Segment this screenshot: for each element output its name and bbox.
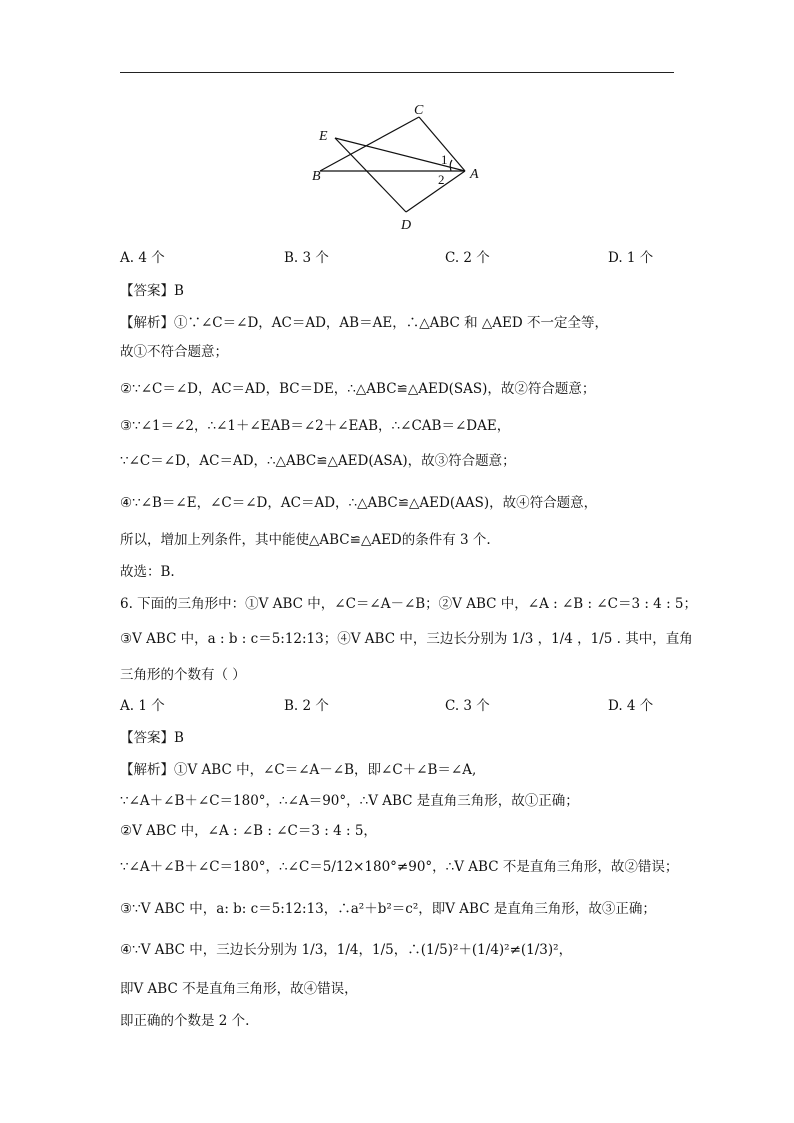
- q5-explanation-line-2: 故①不符合题意；: [120, 344, 228, 360]
- segment-BC: [320, 117, 419, 171]
- q5-option-d: D. 1 个: [608, 250, 654, 266]
- q6-explanation-line-7: 即V ABC 不是直角三角形，故④错误，: [120, 981, 358, 997]
- q5-explanation-line-6: ④∵∠B＝∠E，∠C＝∠D，AC＝AD，∴△ABC≌△AED(AAS)，故④符合题意，: [120, 495, 598, 511]
- q6-explanation-line-1: 【解析】①V ABC 中，∠C＝∠A－∠B，即∠C＋∠B＝∠A,: [120, 762, 477, 778]
- label-angle-1: 1: [441, 152, 448, 167]
- q6-stem-line-3: 三角形的个数有（ ）: [120, 667, 246, 683]
- label-B: B: [312, 169, 321, 184]
- q6-explanation-line-8: 即正确的个数是 2 个.: [120, 1013, 250, 1029]
- q6-answer: 【答案】B: [120, 730, 184, 746]
- q5-explanation-line-4: ③∵∠1＝∠2，∴∠1＋∠EAB＝∠2＋∠EAB，∴∠CAB＝∠DAE，: [120, 418, 511, 434]
- label-D: D: [401, 218, 412, 233]
- segment-AD: [406, 171, 465, 212]
- q6-explanation-line-2: ∵∠A＋∠B＋∠C＝180°，∴∠A＝90°，∴V ABC 是直角三角形，故①正确；: [120, 793, 579, 809]
- q6-stem-line-1: 6. 下面的三角形中：①V ABC 中，∠C＝∠A－∠B；②V ABC 中，∠A : ∠B : ∠C＝3 : 4 : 5；: [120, 596, 697, 612]
- q6-option-b: B. 2 个: [284, 698, 329, 714]
- geometry-figure: [300, 98, 500, 238]
- q6-stem-line-2: ③V ABC 中，a : b : c＝5:12:13；④V ABC 中，三边长分别为 1/3 ，1/4 ，1/5 . 其中，直角: [120, 631, 693, 647]
- q6-explanation-line-3: ②V ABC 中，∠A : ∠B : ∠C＝3 : 4 : 5，: [120, 823, 377, 839]
- segment-ED: [335, 138, 406, 212]
- q5-explanation-line-3: ②∵∠C＝∠D，AC＝AD，BC＝DE，∴△ABC≌△AED(SAS)，故②符合题意；: [120, 381, 596, 397]
- q6-explanation-line-6: ④∵V ABC 中，三边长分别为 1/3，1/4，1/5，∴(1/5)²＋(1/4)²≠(1/3)²，: [120, 942, 573, 958]
- q6-option-c: C. 3 个: [445, 698, 490, 714]
- q6-explanation-line-5: ③∵V ABC 中，a: b: c＝5:12:13，∴a²＋b²＝c²，即V ABC 是直角三角形，故③正确；: [120, 901, 656, 917]
- q6-explanation-line-4: ∵∠A＋∠B＋∠C＝180°，∴∠C＝5/12×180°≠90°，∴V ABC 不是直角三角形，故②错误；: [120, 859, 679, 875]
- q5-explanation-line-8: 故选：B.: [120, 564, 175, 580]
- q5-explanation-line-1: 【解析】①∵∠C＝∠D，AC＝AD，AB＝AE，∴△ABC 和 △AED 不一定全等，: [120, 315, 609, 331]
- angle-arc: [450, 160, 452, 171]
- q6-option-a: A. 1 个: [120, 698, 165, 714]
- label-angle-2: 2: [438, 172, 445, 187]
- q5-answer: 【答案】B: [120, 283, 184, 299]
- label-E: E: [319, 129, 328, 144]
- q5-option-c: C. 2 个: [445, 250, 490, 266]
- q5-explanation-line-5: ∵∠C＝∠D，AC＝AD，∴△ABC≌△AED(ASA)，故③符合题意；: [120, 453, 516, 469]
- header-rule: [120, 72, 674, 73]
- q5-explanation-line-7: 所以，增加上列条件，其中能使△ABC≌△AED的条件有 3 个.: [120, 532, 491, 548]
- q5-option-b: B. 3 个: [284, 250, 329, 266]
- triangle-diagram: [300, 98, 500, 238]
- label-C: C: [414, 103, 424, 118]
- label-A: A: [470, 167, 479, 182]
- q5-option-a: A. 4 个: [120, 250, 165, 266]
- q6-option-d: D. 4 个: [608, 698, 654, 714]
